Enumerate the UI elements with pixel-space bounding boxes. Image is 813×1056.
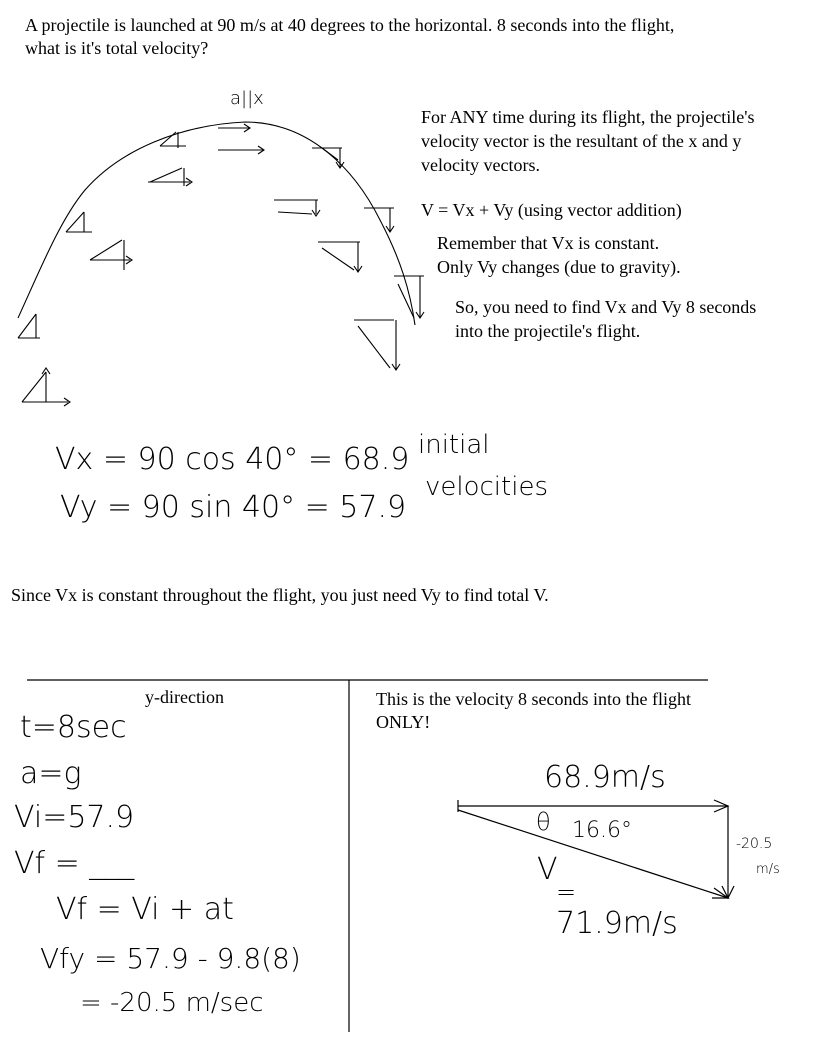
so-line-1: So, you need to find Vx and Vy 8 seconds: [455, 297, 757, 317]
so-line-2: into the projectile's flight.: [455, 321, 641, 341]
vector-equation: V = Vx + Vy (using vector addition): [421, 200, 682, 220]
time-value: t=8sec: [20, 710, 127, 745]
remember-line-2: Only Vy changes (due to gravity).: [437, 257, 681, 277]
since-text: Since Vx is constant throughout the flight, you just need Vy to find total V.: [11, 585, 549, 605]
v-symbol: V: [537, 852, 558, 887]
vf-result: = -20.5 m/sec: [80, 988, 264, 1018]
explanation-line-1: For ANY time during its flight, the projectile's: [421, 107, 755, 127]
equals-sign: =: [556, 878, 577, 906]
acceleration-value: a=g: [20, 756, 82, 791]
explanation-line-3: velocity vectors.: [421, 155, 540, 175]
vx-equation: Vx = 90 cos 40° = 68.9: [55, 442, 410, 477]
y-direction-heading: y-direction: [145, 687, 224, 707]
velocities-note: velocities: [425, 472, 548, 502]
vy-magnitude-label: -20.5: [736, 836, 773, 852]
right-panel-line-1: This is the velocity 8 seconds into the flight: [376, 689, 691, 709]
angle-value: 16.6°: [572, 818, 632, 843]
v-magnitude-label: 71.9m/s: [556, 906, 678, 941]
vy-equation: Vy = 90 sin 40° = 57.9: [60, 490, 407, 525]
angle-symbol: θ: [536, 808, 551, 836]
vf-calculation: Vfy = 57.9 - 9.8(8): [40, 942, 301, 975]
top-label: a||x: [230, 88, 264, 109]
vy-unit-label: m/s: [756, 862, 780, 877]
kinematic-formula: Vf = Vi + at: [56, 892, 234, 927]
explanation-line-2: velocity vector is the resultant of the x and y: [421, 131, 742, 151]
remember-line-1: Remember that Vx is constant.: [437, 233, 660, 253]
initial-velocity-value: Vi=57.9: [14, 800, 135, 835]
final-velocity-unknown: Vf = ___: [14, 846, 135, 881]
problem-line-1: A projectile is launched at 90 m/s at 40 degrees to the horizontal. 8 seconds into the flight,: [25, 15, 675, 35]
vx-magnitude-label: 68.9m/s: [544, 760, 666, 795]
initial-note: initial: [418, 430, 490, 460]
problem-line-2: what is it's total velocity?: [25, 38, 209, 58]
right-panel-line-2: ONLY!: [376, 712, 431, 732]
